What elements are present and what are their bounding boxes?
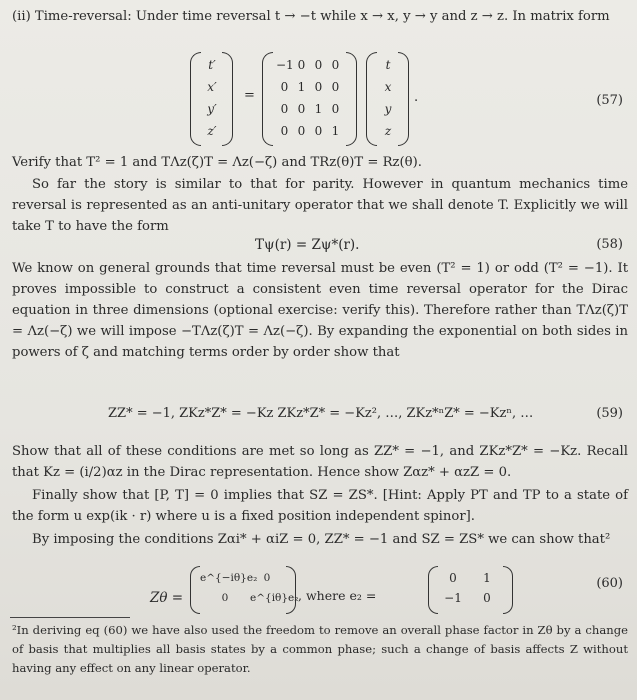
verify-line: Verify that T² = 1 and TΛz(ζ)T = Λz(−ζ) and TRz(θ)T = Rz(θ).	[12, 155, 422, 170]
intro-paragraph: (ii) Time-reversal: Under time reversal t → −t while x → x, y → y and z → z. In matrix form	[12, 9, 610, 24]
paragraph-finally: Finally show that [P, T] = 0 implies that SZ = ZS*. [Hint: Apply PT and TP to a state of the form u exp(ik · r) where u is a fixed position independent spinor].	[12, 488, 628, 524]
paragraph-story: So far the story is similar to that for parity. However in quantum mechanics time reversal is represented as an anti-unitary operator that we shall denote T. Explicitly we will take T to have the form	[12, 177, 628, 234]
paragraph-imposing: By imposing the conditions Zαi* + αiZ = 0, ZZ* = −1 and SZ = ZS* we can show that²	[32, 532, 611, 547]
right-paren	[503, 566, 513, 614]
left-paren	[190, 566, 200, 614]
paragraph-general: We know on general grounds that time reversal must be even (T² = 1) or odd (T² = −1). It proves impossible to construct a consistent even time reversal operator for the Dirac equation in three dimensions (optional exercise: verify this). Therefore rather than TΛz(ζ)T = Λz(−ζ) we will impose −TΛz(ζ)T = Λz(−ζ). By expanding the exponential on both sides in powers of ζ and matching terms order by order show that	[12, 261, 628, 360]
footnote: ²In deriving eq (60) we have also used the freedom to remove an overall phase factor in Zθ by a change of basis that multiplies all basis states by a common phase; such a change of basis affects Z without having any effect on any linear operator.	[12, 623, 628, 675]
document-page: (ii) Time-reversal: Under time reversal t → −t while x → x, y → y and z → z. In matrix form t′ x′ y′ z′ = −1 0 0 0 0 1 0 0 0 0 1 0 0 0 0 1 t x y z . (57) Verify that T² = 1 and TΛz(ζ)T = Λz(−ζ) and TRz(θ)T = Rz(θ). So far the story is similar to that for parity. However in quantum mechanics time reversal is represented as an anti-unitary operator that we shall denote T. Explicitly we will take T to have the form Tψ(r) = Zψ*(r). (58) We know on general grounds that time reversal must be even (T² = 1) or odd (T² = −1). It proves impossible to construct a consistent even time reversal operator for the Dirac equation in three dimensions (optional exercise: verify this). Therefore rather than TΛz(ζ)T = Λz(−ζ) we will impose −TΛz(ζ)T = Λz(−ζ). By expanding the exponential on both sides in powers of ζ and matching terms order by order show that ZZ* = −1, ZKz*Z* = −Kz ZKz*Z* = −Kz², …, ZKz*ⁿZ* = −Kzⁿ, … (59) Show that all of these conditions are met so long as ZZ* = −1, and ZKz*Z* = −Kz. Recall that Kz = (i/2)αz in the Dirac representation. Hence show Zαz* + αzZ = 0. Finally show that [P, T] = 0 implies that SZ = ZS*. [Hint: Apply PT and TP to a state of the form u exp(ik · r) where u is a fixed position independent spinor]. By imposing the conditions Zαi* + αiZ = 0, ZZ* = −1 and SZ = ZS* we can show that² Zθ = e^{−iθ}e₂ 0 0 e^{iθ}e₂ , where e₂ = 0 1 −1 0 (60) ²In deriving eq (60) we have also used the freedom to remove an overall phase factor in Zθ by a change of basis that multiplies all basis states by a common phase; such a change of basis affects Z without having any effect on any linear operator.	[0, 0, 637, 700]
left-paren	[190, 52, 201, 146]
right-paren	[346, 52, 357, 146]
paragraph-show: Show that all of these conditions are met so long as ZZ* = −1, and ZKz*Z* = −Kz. Recall that Kz = (i/2)αz in the Dirac representation. Hence show Zαz* + αzZ = 0.	[12, 444, 628, 480]
equation-number-60: (60)	[596, 576, 623, 591]
equation-58: Tψ(r) = Zψ*(r).	[255, 237, 360, 253]
transform-matrix: −1 0 0 0 0 1 0 0 0 0 1 0 0 0 0 1	[276, 58, 340, 138]
footnote-rule	[10, 617, 130, 618]
equation-number-58: (58)	[596, 237, 623, 252]
equation-59: ZZ* = −1, ZKz*Z* = −Kz ZKz*Z* = −Kz², …, ZKz*ⁿZ* = −Kzⁿ, …	[108, 406, 534, 421]
left-paren	[262, 52, 273, 146]
e2-matrix: 0 1 −1 0	[444, 571, 491, 605]
z-theta-matrix: e^{−iθ}e₂ 0 0 e^{iθ}e₂	[200, 572, 299, 604]
equals-sign: =	[244, 88, 255, 103]
right-paren	[398, 52, 409, 146]
right-paren	[222, 52, 233, 146]
left-paren	[366, 52, 377, 146]
rhs-vector: t x y z	[384, 58, 392, 138]
lhs-vector: t′ x′ y′ z′	[207, 58, 217, 138]
equation-number-59: (59)	[596, 406, 623, 421]
right-paren	[286, 566, 296, 614]
equation-number-57: (57)	[596, 93, 623, 108]
